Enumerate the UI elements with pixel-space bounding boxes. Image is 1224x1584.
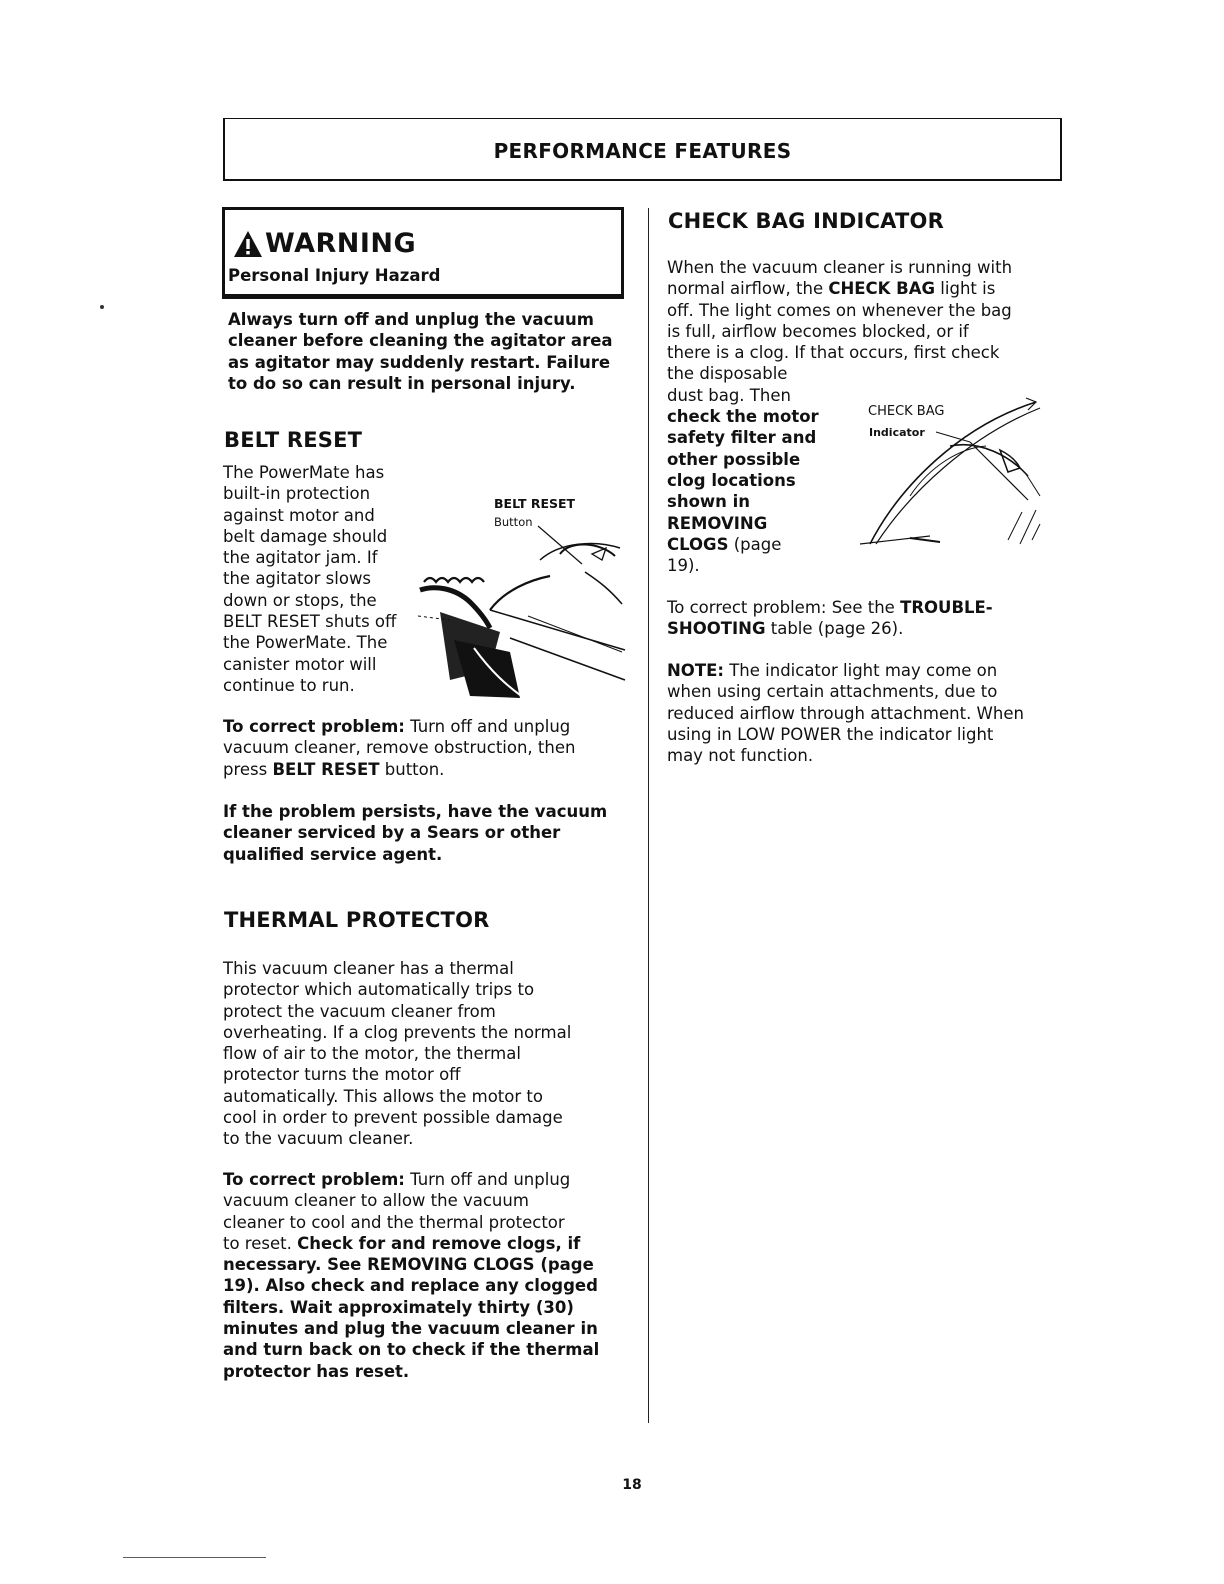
belt-reset-illustration xyxy=(410,520,630,710)
check-bag-figure-sublabel: Indicator xyxy=(869,426,925,439)
warning-heading: WARNING xyxy=(233,228,416,259)
check-bag-body: When the vacuum cleaner is running with normal airflow, the CHECK BAG light is off. The light comes on whenever the bag is full, airflow becomes blocked, or if there is a clog. If that occurs, first check the disposable dust bag. Then check the motor safety filter and other possible clog locations shown in REMOVING CLOGS (page 19). xyxy=(667,258,1013,576)
belt-reset-figure-sublabel: Button xyxy=(494,515,533,529)
check-bag-illustration xyxy=(850,396,1050,556)
column-divider xyxy=(648,208,649,1423)
belt-reset-correct: To correct problem: Turn off and unplug vacuum cleaner, remove obstruction, then press BELT RESET button. xyxy=(223,717,576,779)
belt-reset-intro: The PowerMate has built-in protection against motor and belt damage should the agitator jam. If the agitator slows down or stops, the BELT RESET shuts off the PowerMate. The canister motor will continue to run. xyxy=(223,463,397,695)
check-bag-heading: CHECK BAG INDICATOR xyxy=(668,209,944,233)
thermal-body: This vacuum cleaner has a thermal protector which automatically trips to protect the vacuum cleaner from overheating. If a clog prevents the normal flow of air to the motor, the thermal protector turns the motor off automatically. This allows the motor to cool in order to prevent possible damage to the vacuum cleaner. xyxy=(223,959,572,1149)
page-title: PERFORMANCE FEATURES xyxy=(493,139,792,163)
belt-reset-persist: If the problem persists, have the vacuum cleaner serviced by a Sears or other qualified service agent. xyxy=(223,802,608,864)
belt-reset-heading: BELT RESET xyxy=(224,428,363,452)
section-header xyxy=(223,118,1062,181)
page-number: 18 xyxy=(622,1477,642,1493)
thermal-heading: THERMAL PROTECTOR xyxy=(224,908,490,932)
check-bag-note: NOTE: The indicator light may come on when using certain attachments, due to reduced airflow through attachment. When using in LOW POWER the indicator light may not function. xyxy=(667,661,1024,766)
belt-reset-figure-label: BELT RESET xyxy=(494,496,576,511)
stray-dot xyxy=(100,305,104,309)
check-bag-figure-label: CHECK BAG xyxy=(868,404,945,419)
warning-text: Always turn off and unplug the vacuum cleaner before cleaning the agitator area as agitator may suddenly restart. Failure to do so can result in personal injury. xyxy=(228,310,613,393)
warning-triangle-icon xyxy=(233,230,263,258)
thermal-correct: To correct problem: Turn off and unplug vacuum cleaner to allow the vacuum cleaner to cool and the thermal protector to reset. Check for and remove clogs, if necessary. See REMOVING CLOGS (page 19). Also check and replace any clogged filters. Wait approximately thirty (30) minutes and plug the vacuum cleaner in and turn back on to check if the thermal protector has reset. xyxy=(223,1170,600,1381)
footer-rule xyxy=(123,1557,266,1558)
warning-subtitle: Personal Injury Hazard xyxy=(228,266,441,285)
check-bag-correct: To correct problem: See the TROUBLE- SHOOTING table (page 26). xyxy=(667,598,993,639)
